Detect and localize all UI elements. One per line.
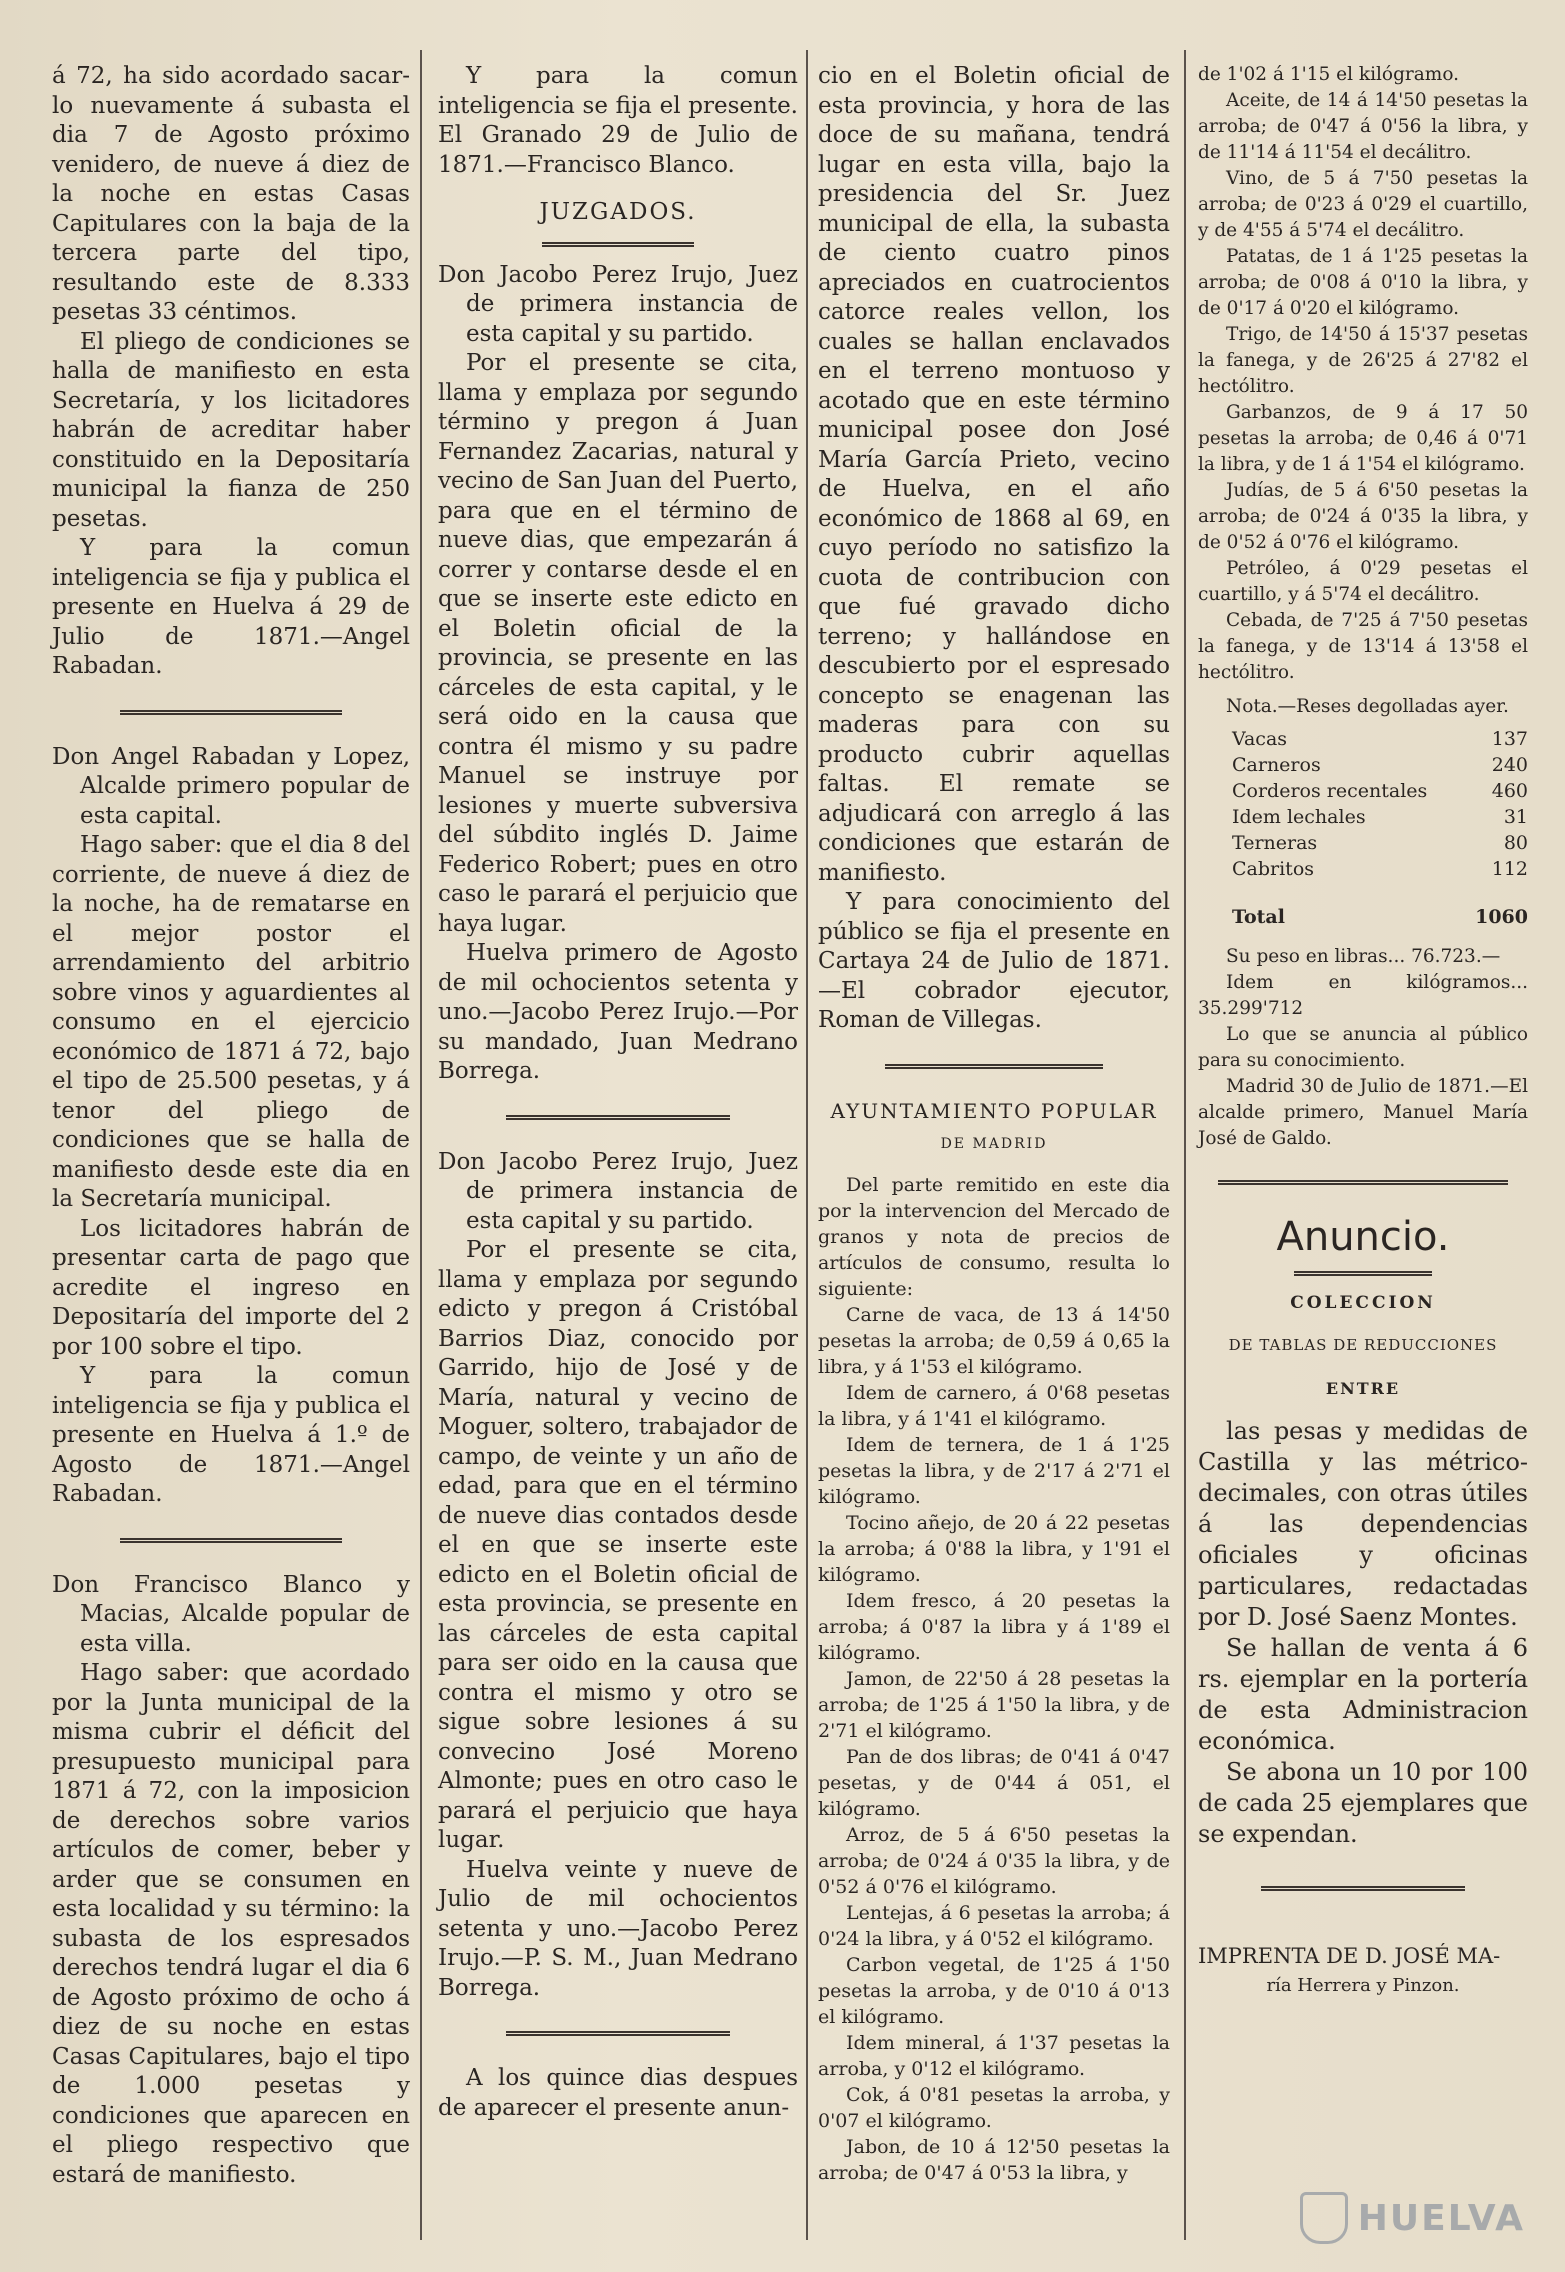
separator [885,1064,1103,1069]
reses-value: 80 [1503,832,1528,854]
table-row-total [1198,882,1528,930]
paragraph: Hago saber: que el dia 8 del corriente, de nueve á diez de la noche, ha de rematarse en el mejor postor el arrendamiento del arbitrio sobre vinos y aguardientes al consumo en el ejercicio económico de 1871 á 72, bajo el tipo de 25.500 pesetas, y á tenor del pliego de condiciones que se halla de manifiesto desde este dia en la Secretaría municipal. [52,832,410,1212]
section-subheading: DE MADRID [940,1136,1048,1152]
printer-line: ría Herrera y Pinzon. [1266,1975,1460,1996]
shield-icon [1300,2192,1348,2244]
reses-label: Carneros [1232,754,1321,776]
paragraph: cio en el Boletin oficial de esta provincia, y hora de las doce de su mañana, tendrá lugar en esta villa, bajo la presidencia del Sr. Juez municipal de ella, la subasta de ciento cuatro pinos apreciados en cuatrocientos catorce reales vellon, los cuales se hallan enclavados en el terreno montuoso y acotado que en este término municipal posee don José María García Prieto, vecino de Huelva, en el año económico de 1868 al 69, en cuyo período no satisfizo la cuota de contribucion con que fué gravado dicho terreno; y hallándose en descubierto por el espresado concepto se enagenan las maderas para con su producto cubrir aquellas faltas. El remate se adjudicará con arreglo á las condiciones que estarán de manifiesto. [818,63,1170,886]
anuncio-title: Anuncio. [1276,1214,1450,1260]
paragraph: Huelva veinte y nueve de Julio de mil ochocientos setenta y uno.—Jacobo Perez Irujo.—P. S. M., Juan Medrano Borrega. [438,1856,798,2001]
paragraph: Se abona un 10 por 100 de cada 25 ejemplares que se expendan. [1198,1758,1528,1848]
paragraph: Por el presente se cita, llama y emplaza por segundo edicto y pregon á Cristóbal Barrios Diaz, conocido por Garrido, hijo de José y de María, natural y vecino de Moguer, soltero, trabajador de campo, de veinte y un año de edad, para que en el término de nueve dias contados desde el en que se inserte este edicto en el Boletin oficial de esta provincia, se presente en las cárceles de esta capital para ser oido en la causa que contra el mismo y otro se sigue sobre lesiones á su convecino José Moreno Almonte; pues en otro caso le parará el perjuicio que haya lugar. [438,1237,798,1853]
anuncio-collection: COLECCION [1290,1293,1436,1313]
separator [120,710,342,715]
price-item: Judías, de 5 á 6'50 pesetas la arroba; de 0'24 á 0'35 la libra, y de 0'52 á 0'76 el kilógramo. [1198,480,1528,553]
reses-label: Terneras [1232,832,1318,854]
price-item: Idem mineral, á 1'37 pesetas la arroba, y 0'12 el kilógramo. [818,2031,1170,2080]
separator [1261,1886,1466,1891]
reses-table [1198,726,1528,930]
paragraph: El pliego de condiciones se halla de manifiesto en esta Secretaría, y los licitadores habrán de acreditar haber constituido en la Depositaría municipal la fianza de 250 pesetas. [52,328,410,532]
price-item: Carne de vaca, de 13 á 14'50 pesetas la arroba; de 0,59 á 0,65 la libra, y á 1'53 el kilógramo. [818,1303,1170,1378]
library-watermark [1300,2192,1525,2244]
reses-value: 460 [1491,780,1528,802]
price-item: Cebada, de 7'25 á 7'50 pesetas la fanega, y de 13'14 á 13'58 el hectólitro. [1198,610,1528,683]
printer-line: IMPRENTA DE D. JOSÉ MA- [1198,1944,1501,1968]
table-row [1198,830,1528,856]
edict-heading: Don Angel Rabadan y Lopez, Alcalde primero popular de esta capital. [52,743,410,829]
column-rule [1184,50,1186,2240]
paragraph: Y para la comun inteligencia se fija y publica el presente en Huelva á 1.º de Agosto de 1871.—Angel Rabadan. [52,1363,410,1507]
reses-value: 112 [1491,858,1528,880]
reses-value: 137 [1491,728,1528,750]
table-row [1198,804,1528,830]
nota: Nota.—Reses degolladas ayer. [1226,696,1509,717]
price-item: Aceite, de 14 á 14'50 pesetas la arroba; de 0'47 á 0'56 la libra, y de 11'14 á 11'54 el decálitro. [1198,90,1528,163]
price-item: Vino, de 5 á 7'50 pesetas la arroba; de 0'23 á 0'29 el cuartillo, y de 4'55 á 5'74 el decálitro. [1198,168,1528,241]
paragraph: Se hallan de venta á 6 rs. ejemplar en la portería de esta Administracion económica. [1198,1634,1528,1755]
price-item: Jamon, de 22'50 á 28 pesetas la arroba; de 1'25 á 1'50 la libra, y de 2'71 el kilógramo. [818,1667,1170,1742]
reses-value: 31 [1503,806,1528,828]
reses-label: Vacas [1232,728,1288,750]
table-row [1198,856,1528,882]
price-item: Tocino añejo, de 20 á 22 pesetas la arroba; á 0'88 la libra, y 1'91 el kilógramo. [818,1511,1170,1586]
column-1 [52,62,410,2190]
separator [1294,1271,1433,1276]
price-item: de 1'02 á 1'15 el kilógramo. [1198,64,1460,85]
paragraph: Idem en kilógramos... 35.299'712 [1198,972,1528,1019]
separator [506,2031,729,2036]
total-value: 1060 [1475,906,1528,928]
separator [120,1538,342,1543]
paragraph: Huelva primero de Agosto de mil ochocientos setenta y uno.—Jacobo Perez Irujo.—Por su mandado, Juan Medrano Borrega. [438,940,798,1084]
reses-label: Cabritos [1232,858,1315,880]
anuncio-subtitle: DE TABLAS DE REDUCCIONES [1228,1336,1498,1354]
edict-heading: Don Jacobo Perez Irujo, Juez de primera instancia de esta capital y su partido. [438,1148,798,1234]
paragraph: Y para la comun inteligencia se fija y publica el presente en Huelva á 29 de Julio de 1871.—Angel Rabadan. [52,535,410,679]
column-2 [438,62,798,2123]
column-rule [420,50,422,2240]
watermark-text: HUELVA [1357,2197,1525,2239]
column-4 [1198,62,1528,2001]
price-item: Patatas, de 1 á 1'25 pesetas la arroba; de 0'08 á 0'10 la libra, y de 0'17 á 0'20 el kilógramo. [1198,246,1528,319]
price-item: Lentejas, á 6 pesetas la arroba; á 0'24 la libra, y á 0'52 el kilógramo. [818,1901,1170,1950]
anuncio-entre: ENTRE [1325,1379,1401,1398]
paragraph: á 72, ha sido acordado sacar-lo nuevamente á subasta el dia 7 de Agosto próximo venidero, de nueve á diez de la noche en estas Casas Capitulares con la baja de la tercera parte del tipo, resultando este de 8.333 pesetas 33 céntimos. [52,63,410,325]
price-item: Pan de dos libras; de 0'41 á 0'47 pesetas, y de 0'44 á 051, el kilógramo. [818,1745,1170,1820]
paragraph: Y para la comun inteligencia se fija el presente. El Granado 29 de Julio de 1871.—Francisco Blanco. [438,63,798,178]
table-row [1198,726,1528,752]
price-item: Carbon vegetal, de 1'25 á 1'50 pesetas la arroba, y de 0'10 á 0'13 el kilógramo. [818,1953,1170,2028]
paragraph: Por el presente se cita, llama y emplaza por segundo término y pregon á Juan Fernandez Zacarias, natural y vecino de San Juan del Puerto, para que en el término de nueve dias, que empezarán á correr y contarse desde el en que se inserte este edicto en el Boletin oficial de la provincia, se presente en las cárceles de esta capital, y le será oido en la causa que contra él mismo y su padre Manuel se instruye por lesiones y muerte subversiva del súbdito inglés D. Jaime Federico Robert; pues en otro caso le parará el perjuicio que haya lugar. [438,350,798,937]
reses-value: 240 [1491,754,1528,776]
paragraph: Hago saber: que acordado por la Junta municipal de la misma cubrir el déficit del presupuesto municipal para 1871 á 72, con la imposicion de derechos sobre varios artículos de comer, beber y arder que se consumen en esta localidad y su término: la subasta de los espresados derechos tendrá lugar el dia 6 de Agosto próximo de ocho á diez de su noche en estas Casas Capitulares, bajo el tipo de 1.000 pesetas y condiciones que aparecen en el pliego respectivo que estará de manifiesto. [52,1660,410,2188]
price-item: Idem de ternera, de 1 á 1'25 pesetas la libra, y de 2'17 á 2'71 el kilógramo. [818,1433,1170,1508]
price-item: Arroz, de 5 á 6'50 pesetas la arroba; de 0'24 á 0'35 la libra, y de 0'52 á 0'76 el kilógramo. [818,1823,1170,1898]
separator [1218,1180,1508,1185]
paragraph: Los licitadores habrán de presentar carta de pago que acredite el ingreso en Depositaría del importe del 2 por 100 sobre el tipo. [52,1215,410,1360]
price-item: Trigo, de 14'50 á 15'37 pesetas la fanega, y de 26'25 á 27'82 el hectólitro. [1198,324,1528,397]
reses-label: Corderos recentales [1232,780,1428,802]
separator [506,1115,729,1120]
price-item: Jabon, de 10 á 12'50 pesetas la arroba; de 0'47 á 0'53 la libra, y [818,2135,1170,2184]
column-rule [806,50,808,2240]
paragraph: Del parte remitido en este dia por la intervencion del Mercado de granos y nota de precios de artículos de consumo, resulta lo siguiente: [818,1173,1170,1300]
table-row [1198,752,1528,778]
reses-label: Idem lechales [1232,806,1366,828]
price-item: Idem de carnero, á 0'68 pesetas la libra, y á 1'41 el kilógramo. [818,1381,1170,1430]
price-item: Idem fresco, á 20 pesetas la arroba; á 0'87 la libra y á 1'89 el kilógramo. [818,1589,1170,1664]
total-label: Total [1232,906,1285,928]
paragraph: Lo que se anuncia al público para su conocimiento. [1198,1024,1528,1071]
table-row [1198,778,1528,804]
edict-heading: Don Francisco Blanco y Macias, Alcalde popular de esta villa. [52,1571,410,1657]
separator [542,242,693,247]
paragraph: las pesas y medidas de Castilla y las métrico-decimales, con otras útiles á las dependencias oficiales y oficinas particulares, redactadas por D. José Saenz Montes. [1198,1417,1528,1631]
section-heading: AYUNTAMIENTO POPULAR [830,1098,1158,1123]
price-item: Garbanzos, de 9 á 17 50 pesetas la arroba; de 0,46 á 0'71 la libra, y de 1 á 1'54 el kilógramo. [1198,402,1528,475]
paragraph: Su peso en libras... 76.723.— [1226,946,1501,967]
edict-heading: Don Jacobo Perez Irujo, Juez de primera instancia de esta capital y su partido. [438,261,798,347]
paragraph: A los quince dias despues de aparecer el presente anun- [438,2065,798,2121]
section-heading: JUZGADOS. [539,199,697,225]
price-item: Petróleo, á 0'29 pesetas el cuartillo, y á 5'74 el decálitro. [1198,558,1528,605]
paragraph: Y para conocimiento del público se fija el presente en Cartaya 24 de Julio de 1871.—El cobrador ejecutor, Roman de Villegas. [818,889,1170,1033]
paragraph: Madrid 30 de Julio de 1871.—El alcalde primero, Manuel María José de Galdo. [1198,1076,1528,1149]
price-item: Cok, á 0'81 pesetas la arroba, y 0'07 el kilógramo. [818,2083,1170,2132]
column-3 [818,62,1170,2186]
